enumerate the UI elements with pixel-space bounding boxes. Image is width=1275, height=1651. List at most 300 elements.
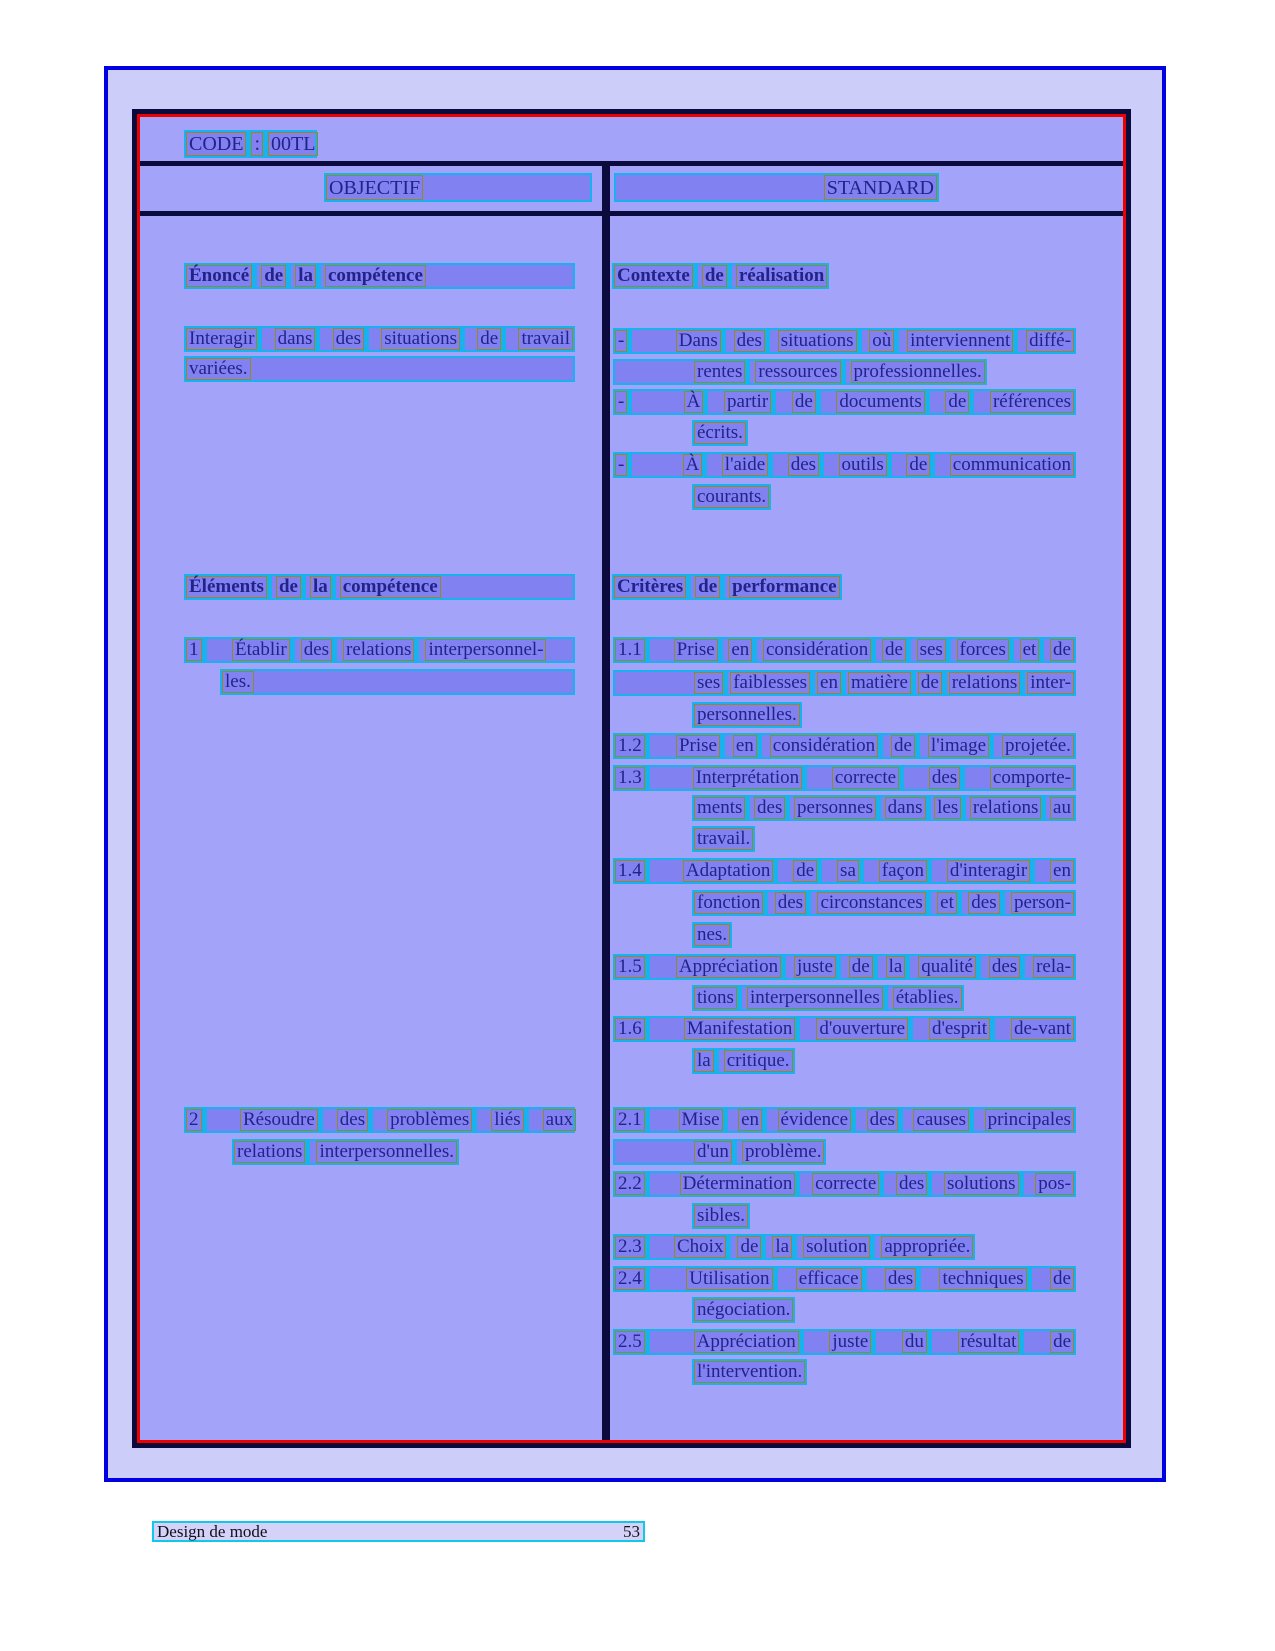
- word-box: travail.: [694, 828, 753, 850]
- space-marker: [990, 1018, 995, 1040]
- word-box: OBJECTIF: [326, 175, 423, 200]
- word-unit: [734, 330, 770, 352]
- word-unit: [778, 1109, 857, 1131]
- word-box: d'ouverture: [816, 1018, 908, 1040]
- text-line-highlight: [692, 795, 1076, 821]
- word-box: À: [684, 391, 704, 413]
- word-box: correcte: [812, 1173, 879, 1195]
- word-unit: [934, 797, 966, 819]
- word-box: circonstances: [817, 892, 925, 914]
- word-unit: [1050, 1331, 1074, 1353]
- word-unit: [684, 391, 709, 413]
- space-marker: [645, 1109, 650, 1131]
- space-marker: [501, 328, 506, 350]
- word-box: causes: [913, 1109, 969, 1131]
- word-unit: [694, 361, 750, 383]
- text-line-highlight: [613, 765, 1076, 791]
- text-line-highlight: [613, 1107, 1076, 1133]
- word-box: la: [295, 265, 316, 287]
- text-line-highlight: [184, 263, 575, 289]
- word-box: considération: [763, 639, 871, 661]
- word-unit: [754, 797, 790, 819]
- word-unit: [929, 1018, 995, 1040]
- word-box: interpersonnel-: [425, 639, 546, 661]
- word-unit: [869, 330, 899, 352]
- word-unit: [906, 454, 935, 476]
- word-unit: [939, 1268, 1031, 1290]
- word-unit: [985, 1109, 1074, 1131]
- word-box: d'interagir: [947, 860, 1030, 882]
- word-unit: [261, 265, 291, 287]
- space-marker: [727, 265, 732, 287]
- word-unit: [989, 956, 1025, 978]
- word-box: juste: [829, 1331, 871, 1353]
- item-number-box: 1.6: [615, 1018, 645, 1040]
- word-unit: [837, 860, 864, 882]
- item-number-unit: [615, 767, 668, 789]
- word-box: la: [694, 1050, 714, 1072]
- word-box: de-vant: [1011, 1018, 1074, 1040]
- word-unit: [694, 672, 728, 694]
- word-box: de: [276, 576, 301, 598]
- word-unit: [968, 892, 1004, 914]
- space-marker: [645, 1236, 650, 1258]
- word-box: 00TL: [268, 132, 318, 156]
- space-marker: [870, 1236, 875, 1258]
- space-marker: [765, 330, 770, 352]
- space-marker: [752, 639, 757, 661]
- space-marker: [202, 639, 207, 661]
- word-unit: [917, 639, 951, 661]
- word-box: solution: [803, 1236, 870, 1258]
- word-unit: [232, 639, 295, 661]
- word-box: des: [754, 797, 785, 819]
- space-marker: [645, 767, 650, 789]
- space-marker: [721, 330, 726, 352]
- space-marker: [257, 328, 262, 350]
- word-box: Appréciation: [676, 956, 781, 978]
- space-marker: [883, 987, 888, 1009]
- word-box: matière: [848, 672, 911, 694]
- space-marker: [645, 1018, 650, 1040]
- word-box: Interagir: [186, 328, 257, 350]
- word-unit: [186, 132, 251, 156]
- table-inner-border: [137, 114, 1126, 1443]
- word-box: juste: [794, 956, 836, 978]
- word-box: Éléments: [186, 576, 267, 598]
- item-number-unit: [615, 1109, 668, 1131]
- space-marker: [645, 860, 650, 882]
- space-marker: [976, 956, 981, 978]
- word-box: des: [333, 328, 364, 350]
- text-line-highlight: [613, 389, 1076, 415]
- word-unit: [957, 639, 1014, 661]
- space-marker: [771, 391, 776, 413]
- word-box: interpersonnelles.: [316, 1141, 457, 1163]
- space-marker: [873, 956, 878, 978]
- space-marker: [871, 1331, 876, 1353]
- word-box: des: [867, 1109, 898, 1131]
- word-unit: [885, 1268, 921, 1290]
- space-marker: [720, 735, 725, 757]
- word-unit: [694, 892, 768, 914]
- item-number-unit: [615, 330, 668, 352]
- word-unit: [1011, 1018, 1074, 1040]
- word-unit: [944, 1173, 1024, 1195]
- text-line-highlight: [184, 637, 575, 663]
- word-box: À: [683, 454, 703, 476]
- word-box: en: [733, 735, 757, 757]
- space-marker: [718, 639, 723, 661]
- item-number-box: 2.5: [615, 1331, 645, 1353]
- word-unit: [1050, 1268, 1074, 1290]
- word-box: de: [849, 956, 873, 978]
- space-marker: [460, 328, 465, 350]
- word-box: des: [788, 454, 819, 476]
- space-marker: [524, 1109, 529, 1131]
- word-box: Contexte: [614, 265, 693, 287]
- item-number-unit: [615, 1018, 668, 1040]
- word-box: outils: [839, 454, 887, 476]
- word-box: les: [934, 797, 961, 819]
- word-box: Prise: [676, 735, 720, 757]
- word-unit: [310, 576, 336, 598]
- space-marker: [316, 265, 321, 287]
- word-box: Mise: [679, 1109, 723, 1131]
- text-line-highlight: [614, 173, 939, 202]
- space-marker: [252, 265, 257, 287]
- word-box: performance: [729, 576, 839, 598]
- table-content: [140, 117, 1123, 1440]
- word-unit: [186, 328, 262, 350]
- word-unit: [337, 1109, 373, 1131]
- space-marker: [627, 454, 632, 476]
- word-box: d'esprit: [929, 1018, 990, 1040]
- space-marker: [841, 672, 846, 694]
- word-unit: [676, 956, 786, 978]
- word-box: problèmes: [387, 1109, 472, 1131]
- column-divider: [602, 161, 610, 1440]
- space-marker: [1009, 639, 1014, 661]
- word-box: de: [882, 639, 906, 661]
- space-marker: [926, 797, 931, 819]
- word-unit: [796, 1268, 867, 1290]
- word-box: références: [990, 391, 1074, 413]
- word-unit: [674, 1236, 731, 1258]
- space-marker: [773, 860, 778, 882]
- item-number-box: 1.2: [615, 735, 645, 757]
- item-number-unit: [615, 1268, 668, 1290]
- word-box: techniques: [939, 1268, 1026, 1290]
- row-divider-under-code: [140, 161, 1123, 166]
- word-box: écrits.: [694, 422, 746, 444]
- word-unit: [928, 735, 994, 757]
- text-line-highlight: [692, 484, 771, 510]
- item-number-box: 1.5: [615, 956, 645, 978]
- word-box: tions: [694, 987, 737, 1009]
- text-line-highlight: [692, 890, 1076, 916]
- word-unit: [881, 1236, 973, 1258]
- space-marker: [819, 454, 824, 476]
- word-unit: [518, 328, 573, 350]
- text-line-highlight: [613, 359, 987, 385]
- word-box: l'aide: [722, 454, 768, 476]
- space-marker: [723, 672, 728, 694]
- space-marker: [781, 956, 786, 978]
- space-marker: [906, 639, 911, 661]
- word-unit: [885, 797, 931, 819]
- word-unit: [676, 330, 726, 352]
- space-marker: [732, 1141, 737, 1163]
- word-box: des: [734, 330, 765, 352]
- space-marker: [364, 328, 369, 350]
- text-line-highlight: [692, 1359, 807, 1385]
- space-marker: [792, 1236, 797, 1258]
- text-line-highlight: [613, 1139, 826, 1165]
- word-box: solutions: [944, 1173, 1019, 1195]
- word-box: les.: [222, 671, 254, 693]
- text-line-highlight: [184, 130, 317, 158]
- space-marker: [806, 892, 811, 914]
- space-marker: [305, 1141, 310, 1163]
- space-marker: [799, 1331, 804, 1353]
- space-marker: [857, 330, 862, 352]
- word-unit: [882, 639, 911, 661]
- word-box: négociation.: [694, 1299, 793, 1321]
- word-box: :: [251, 132, 263, 156]
- word-box: de: [891, 735, 915, 757]
- text-line-highlight: [613, 1234, 975, 1260]
- space-marker: [693, 265, 698, 287]
- space-marker: [627, 391, 632, 413]
- word-unit: [676, 735, 725, 757]
- word-unit: [724, 1050, 793, 1072]
- word-box: au: [1050, 797, 1074, 819]
- word-unit: [913, 1109, 974, 1131]
- space-marker: [816, 391, 821, 413]
- word-box: situations: [778, 330, 857, 352]
- word-unit: [958, 1331, 1025, 1353]
- word-unit: [950, 454, 1074, 476]
- space-marker: [989, 735, 994, 757]
- space-marker: [810, 672, 815, 694]
- word-unit: [724, 391, 776, 413]
- word-unit: [918, 956, 981, 978]
- text-line-highlight: [692, 1048, 795, 1074]
- space-marker: [908, 1018, 913, 1040]
- space-marker: [927, 1331, 932, 1353]
- text-line-highlight: [220, 669, 575, 695]
- word-unit: [728, 639, 757, 661]
- word-unit: [234, 1141, 310, 1163]
- word-box: de: [1050, 1268, 1074, 1290]
- space-marker: [645, 1173, 650, 1195]
- word-box: la: [310, 576, 331, 598]
- word-unit: [477, 328, 506, 350]
- word-box: STANDARD: [824, 175, 937, 200]
- space-marker: [905, 956, 910, 978]
- word-unit: [694, 486, 769, 508]
- space-marker: [1019, 1173, 1024, 1195]
- word-box: et: [1020, 639, 1040, 661]
- item-number-box: -: [615, 391, 627, 413]
- word-unit: [251, 132, 268, 156]
- text-line-highlight: [232, 1139, 459, 1165]
- word-box: du: [902, 1331, 927, 1353]
- word-unit: [867, 1109, 903, 1131]
- word-unit: [736, 265, 828, 287]
- word-box: sibles.: [694, 1205, 748, 1227]
- word-unit: [325, 265, 426, 287]
- word-unit: [333, 328, 369, 350]
- space-marker: [762, 1109, 767, 1131]
- word-unit: [839, 454, 892, 476]
- word-box: inter-: [1027, 672, 1074, 694]
- word-box: réalisation: [736, 265, 828, 287]
- word-unit: [326, 175, 423, 200]
- space-marker: [290, 639, 295, 661]
- word-box: Interprétation: [693, 767, 802, 789]
- word-unit: [694, 422, 746, 444]
- item-number-box: -: [615, 330, 627, 352]
- word-box: ressources: [755, 361, 840, 383]
- word-unit: [683, 454, 708, 476]
- word-box: et: [937, 892, 957, 914]
- word-box: interviennent: [907, 330, 1013, 352]
- item-number-box: 1.4: [615, 860, 645, 882]
- word-box: Adaptation: [683, 860, 773, 882]
- word-box: des: [929, 767, 960, 789]
- word-box: des: [968, 892, 999, 914]
- space-marker: [817, 860, 822, 882]
- text-line-highlight: [184, 574, 575, 600]
- word-box: la: [772, 1236, 792, 1258]
- word-box: relations: [949, 672, 1020, 694]
- word-unit: [614, 265, 698, 287]
- word-box: interpersonnelles: [747, 987, 883, 1009]
- text-line-highlight: [692, 702, 802, 728]
- space-marker: [1030, 860, 1035, 882]
- word-unit: [738, 1109, 767, 1131]
- word-unit: [186, 576, 272, 598]
- space-marker: [841, 361, 846, 383]
- word-unit: [949, 672, 1025, 694]
- word-box: résultat: [958, 1331, 1020, 1353]
- word-box: l'image: [928, 735, 989, 757]
- word-box: relations: [970, 797, 1041, 819]
- word-box: compétence: [340, 576, 441, 598]
- word-box: liés: [491, 1109, 523, 1131]
- word-unit: [722, 454, 773, 476]
- text-line-highlight: [613, 1016, 1076, 1042]
- space-marker: [702, 454, 707, 476]
- space-marker: [795, 1173, 800, 1195]
- space-marker: [859, 860, 864, 882]
- word-box: évidence: [778, 1109, 852, 1131]
- space-marker: [802, 767, 807, 789]
- item-number-box: 1: [186, 639, 202, 661]
- word-box: dans: [275, 328, 316, 350]
- space-marker: [714, 1050, 719, 1072]
- word-box: qualité: [918, 956, 976, 978]
- word-unit: [694, 1299, 793, 1321]
- text-line-highlight: [692, 985, 964, 1011]
- text-line-highlight: [184, 356, 575, 382]
- word-unit: [683, 860, 778, 882]
- word-box: Détermination: [680, 1173, 796, 1195]
- space-marker: [472, 1109, 477, 1131]
- word-box: de: [1050, 1331, 1074, 1353]
- word-box: façon: [879, 860, 927, 882]
- word-unit: [340, 576, 441, 598]
- item-number-box: 2: [186, 1109, 202, 1131]
- word-box: en: [817, 672, 841, 694]
- word-unit: [902, 1331, 932, 1353]
- text-line-highlight: [692, 826, 755, 852]
- word-unit: [614, 576, 691, 598]
- word-box: Utilisation: [686, 1268, 772, 1290]
- word-unit: [1050, 639, 1074, 661]
- word-box: correcte: [832, 767, 899, 789]
- space-marker: [267, 576, 272, 598]
- space-marker: [942, 672, 947, 694]
- space-marker: [1027, 1268, 1032, 1290]
- word-box: variées.: [186, 358, 251, 380]
- space-marker: [331, 576, 336, 598]
- item-number-unit: [615, 956, 668, 978]
- item-number-unit: [186, 639, 226, 661]
- word-box: communication: [950, 454, 1074, 476]
- item-number-unit: [615, 1173, 668, 1195]
- word-box: des: [989, 956, 1020, 978]
- word-unit: [387, 1109, 477, 1131]
- space-marker: [627, 330, 632, 352]
- word-box: relations: [234, 1141, 305, 1163]
- word-box: de: [906, 454, 930, 476]
- word-box: ses: [917, 639, 946, 661]
- word-unit: [733, 735, 762, 757]
- word-box: des: [775, 892, 806, 914]
- item-number-box: 1.3: [615, 767, 645, 789]
- word-box: CODE: [186, 132, 246, 156]
- word-unit: [848, 672, 916, 694]
- word-box: rela-: [1033, 956, 1074, 978]
- word-unit: [693, 767, 807, 789]
- item-number-box: 1.1: [615, 639, 645, 661]
- text-line-highlight: [692, 1203, 750, 1229]
- word-unit: [832, 767, 904, 789]
- word-unit: [222, 671, 254, 693]
- word-unit: [970, 797, 1046, 819]
- word-unit: [186, 265, 257, 287]
- space-marker: [1039, 639, 1044, 661]
- word-unit: [694, 797, 750, 819]
- word-unit: [694, 1205, 748, 1227]
- word-unit: [543, 1109, 576, 1131]
- word-unit: [737, 1236, 766, 1258]
- word-box: Critères: [614, 576, 686, 598]
- space-marker: [768, 454, 773, 476]
- word-unit: [824, 175, 937, 200]
- word-box: professionnelles.: [851, 361, 985, 383]
- word-box: de: [945, 391, 969, 413]
- item-number-unit: [615, 860, 668, 882]
- word-box: Résoudre: [240, 1109, 318, 1131]
- word-unit: [990, 391, 1074, 413]
- word-unit: [793, 860, 822, 882]
- word-unit: [694, 1361, 805, 1383]
- word-box: person-: [1011, 892, 1074, 914]
